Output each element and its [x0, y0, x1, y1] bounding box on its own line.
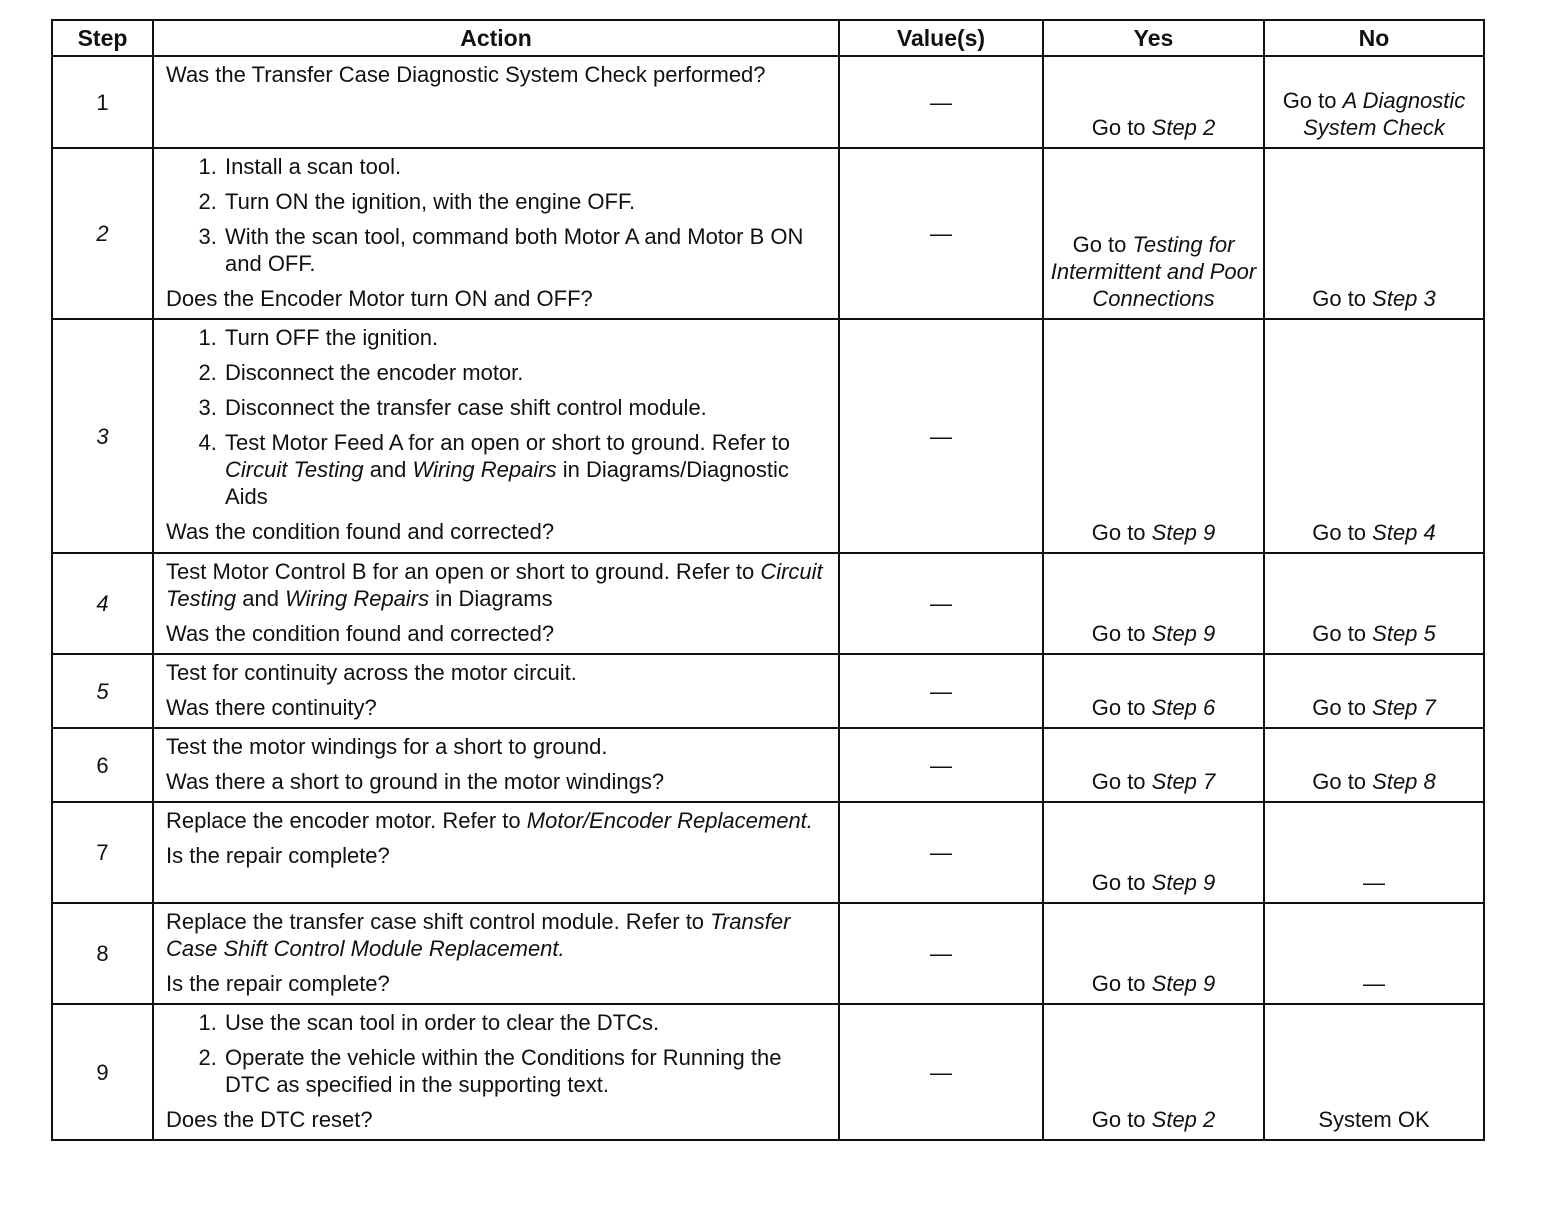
goto-target-link[interactable]: Step 4 — [1372, 520, 1436, 545]
step-number-text: 9 — [96, 1059, 109, 1085]
question-text: Is the repair complete? — [166, 971, 390, 996]
action-cell — [153, 728, 839, 802]
text-run: Disconnect the encoder motor. — [225, 360, 524, 385]
step-number — [52, 1004, 153, 1140]
goto-target-link[interactable]: Step 9 — [1151, 971, 1216, 996]
no-cell — [1264, 56, 1484, 148]
text-run: Test Motor Feed A for an open or short to ground. Refer to — [225, 430, 790, 455]
table-row — [52, 903, 1484, 1004]
goto-prefix: Go to — [1312, 286, 1373, 311]
instruction-item — [223, 359, 830, 386]
goto-prefix: Go to — [1091, 971, 1152, 996]
text-run: in Diagrams/Diagnostic Aids — [225, 457, 789, 509]
goto-target-link[interactable]: Step 2 — [1151, 115, 1216, 140]
table-row — [52, 148, 1484, 319]
goto-prefix: Go to — [1091, 870, 1152, 895]
table-row — [52, 802, 1484, 903]
step-number-text: 3 — [96, 423, 109, 449]
reference-text: Motor/Encoder Replacement. — [526, 808, 813, 833]
yes-cell — [1043, 319, 1264, 553]
goto-prefix: Go to — [1312, 520, 1373, 545]
goto-target-link[interactable]: Step 8 — [1372, 769, 1436, 794]
action-cell — [153, 654, 839, 728]
value-cell: — — [839, 1004, 1043, 1140]
table-row — [52, 553, 1484, 654]
reference-text: Wiring Repairs — [412, 457, 557, 482]
text-run: and — [363, 457, 413, 482]
header-yes: Yes — [1043, 20, 1264, 56]
instruction-text — [166, 558, 830, 612]
yes-cell — [1043, 654, 1264, 728]
action-cell — [153, 1004, 839, 1140]
goto-prefix: Go to — [1091, 695, 1152, 720]
instruction-item — [223, 1009, 830, 1036]
no-cell — [1264, 148, 1484, 319]
goto-target-link[interactable]: Testing for Intermittent and Poor Connections — [1050, 232, 1257, 311]
table-row — [52, 654, 1484, 728]
no-cell — [1264, 728, 1484, 802]
goto-target-link[interactable]: Step 7 — [1151, 769, 1216, 794]
yes-cell — [1043, 802, 1264, 903]
goto-target-link[interactable]: Step 3 — [1372, 286, 1436, 311]
action-cell — [153, 148, 839, 319]
table-row — [52, 1004, 1484, 1140]
text-run: Replace the encoder motor. Refer to — [166, 808, 527, 833]
step-number — [52, 654, 153, 728]
instruction-list — [166, 153, 830, 277]
goto-prefix: Go to — [1091, 115, 1152, 140]
text-run: Disconnect the transfer case shift control module. — [225, 395, 707, 420]
table-row — [52, 319, 1484, 553]
text-run: With the scan tool, command both Motor A and Motor B ON and OFF. — [225, 224, 804, 276]
goto-prefix: Go to — [1312, 621, 1373, 646]
goto-prefix: Go to — [1312, 695, 1373, 720]
instruction-item — [223, 188, 830, 215]
no-cell — [1264, 1004, 1484, 1140]
goto-target-link[interactable]: Step 7 — [1372, 695, 1436, 720]
instruction-item — [223, 429, 830, 510]
question-text: Does the Encoder Motor turn ON and OFF? — [166, 286, 593, 311]
goto-prefix: Go to — [1091, 769, 1152, 794]
header-row — [52, 20, 1484, 56]
value-cell: — — [839, 802, 1043, 903]
header-step: Step — [52, 20, 153, 56]
step-number-text: 5 — [96, 678, 109, 704]
text-run: Replace the transfer case shift control module. Refer to — [166, 909, 711, 934]
text-run: Test for continuity across the motor circuit. — [166, 660, 577, 685]
goto-target-link[interactable]: Step 9 — [1151, 621, 1216, 646]
diagnostic-table — [51, 19, 1485, 1141]
no-cell — [1264, 553, 1484, 654]
text-run: Test Motor Control B for an open or short to ground. Refer to — [166, 559, 761, 584]
text-run: and — [236, 586, 286, 611]
yes-cell — [1043, 553, 1264, 654]
action-cell — [153, 553, 839, 654]
diagnostic-table-container — [51, 19, 1483, 1141]
question-text: Was there continuity? — [166, 695, 377, 720]
reference-text: Wiring Repairs — [285, 586, 430, 611]
step-number-text: 8 — [96, 941, 109, 966]
yes-cell — [1043, 903, 1264, 1004]
yes-cell — [1043, 148, 1264, 319]
goto-prefix: Go to — [1091, 621, 1152, 646]
value-cell: — — [839, 56, 1043, 148]
action-cell — [153, 319, 839, 553]
no-cell — [1264, 319, 1484, 553]
table-row — [52, 56, 1484, 148]
goto-prefix: Go to — [1091, 520, 1152, 545]
step-number — [52, 56, 153, 148]
step-number — [52, 802, 153, 903]
step-number-text: 2 — [96, 221, 109, 246]
step-number-text: 7 — [96, 840, 109, 865]
header-action: Action — [153, 20, 839, 56]
question-text: Does the DTC reset? — [166, 1107, 373, 1132]
result-text: — — [1363, 870, 1385, 895]
instruction-list — [166, 324, 830, 510]
text-run: Operate the vehicle within the Conditions for Running the DTC as specified in the supporting text. — [225, 1045, 782, 1097]
instruction-list — [166, 1009, 830, 1098]
step-number — [52, 553, 153, 654]
instruction-text — [166, 659, 830, 686]
goto-target-link[interactable]: Step 9 — [1151, 870, 1216, 895]
value-cell: — — [839, 654, 1043, 728]
question-text: Was the condition found and corrected? — [166, 621, 555, 646]
text-run: Use the scan tool in order to clear the DTCs. — [225, 1010, 660, 1035]
step-number-text: 1 — [96, 89, 109, 115]
goto-target-link[interactable]: A Diagnostic System Check — [1303, 88, 1466, 140]
step-number-text: 4 — [96, 591, 109, 616]
header-no: No — [1264, 20, 1484, 56]
result-text: — — [1363, 971, 1385, 996]
instruction-text — [166, 908, 830, 962]
goto-prefix: Go to — [1282, 88, 1343, 113]
table-body — [52, 56, 1484, 1140]
question-text: Was the Transfer Case Diagnostic System Check performed? — [166, 62, 766, 87]
text-run: Install a scan tool. — [225, 154, 402, 179]
text-run: in Diagrams — [429, 586, 553, 611]
action-cell — [153, 903, 839, 1004]
action-cell — [153, 802, 839, 903]
goto-target-link[interactable]: Step 6 — [1151, 695, 1216, 720]
no-cell — [1264, 802, 1484, 903]
yes-cell — [1043, 56, 1264, 148]
goto-target-link[interactable]: Step 5 — [1372, 621, 1436, 646]
value-cell: — — [839, 728, 1043, 802]
question-text: Is the repair complete? — [166, 843, 390, 868]
goto-target-link[interactable]: Step 9 — [1151, 520, 1216, 545]
no-cell — [1264, 654, 1484, 728]
yes-cell — [1043, 1004, 1264, 1140]
instruction-item — [223, 324, 830, 351]
step-number — [52, 903, 153, 1004]
text-run: Test the motor windings for a short to ground. — [166, 734, 608, 759]
action-cell — [153, 56, 839, 148]
question-text: Was the condition found and corrected? — [166, 519, 555, 544]
reference-text: Transfer Case Shift Control Module Replacement. — [166, 909, 791, 961]
yes-cell — [1043, 728, 1264, 802]
goto-target-link[interactable]: Step 2 — [1151, 1107, 1216, 1132]
step-number — [52, 148, 153, 319]
step-number — [52, 319, 153, 553]
question-text: Was there a short to ground in the motor windings? — [166, 769, 665, 794]
header-values: Value(s) — [839, 20, 1043, 56]
instruction-item — [223, 223, 830, 277]
table-row — [52, 728, 1484, 802]
reference-text: Circuit Testing — [166, 559, 823, 611]
value-cell: — — [839, 148, 1043, 319]
result-text: System OK — [1318, 1107, 1430, 1132]
text-run: Turn ON the ignition, with the engine OFF. — [225, 189, 636, 214]
instruction-item — [223, 153, 830, 180]
reference-text: Circuit Testing — [225, 457, 364, 482]
instruction-item — [223, 1044, 830, 1098]
value-cell: — — [839, 903, 1043, 1004]
goto-prefix: Go to — [1312, 769, 1373, 794]
no-cell — [1264, 903, 1484, 1004]
value-cell: — — [839, 553, 1043, 654]
value-cell: — — [839, 319, 1043, 553]
text-run: Turn OFF the ignition. — [225, 325, 439, 350]
step-number — [52, 728, 153, 802]
step-number-text: 6 — [96, 752, 109, 778]
goto-prefix: Go to — [1091, 1107, 1152, 1132]
instruction-text — [166, 807, 830, 834]
instruction-text — [166, 733, 830, 760]
instruction-item — [223, 394, 830, 421]
goto-prefix: Go to — [1072, 232, 1133, 257]
